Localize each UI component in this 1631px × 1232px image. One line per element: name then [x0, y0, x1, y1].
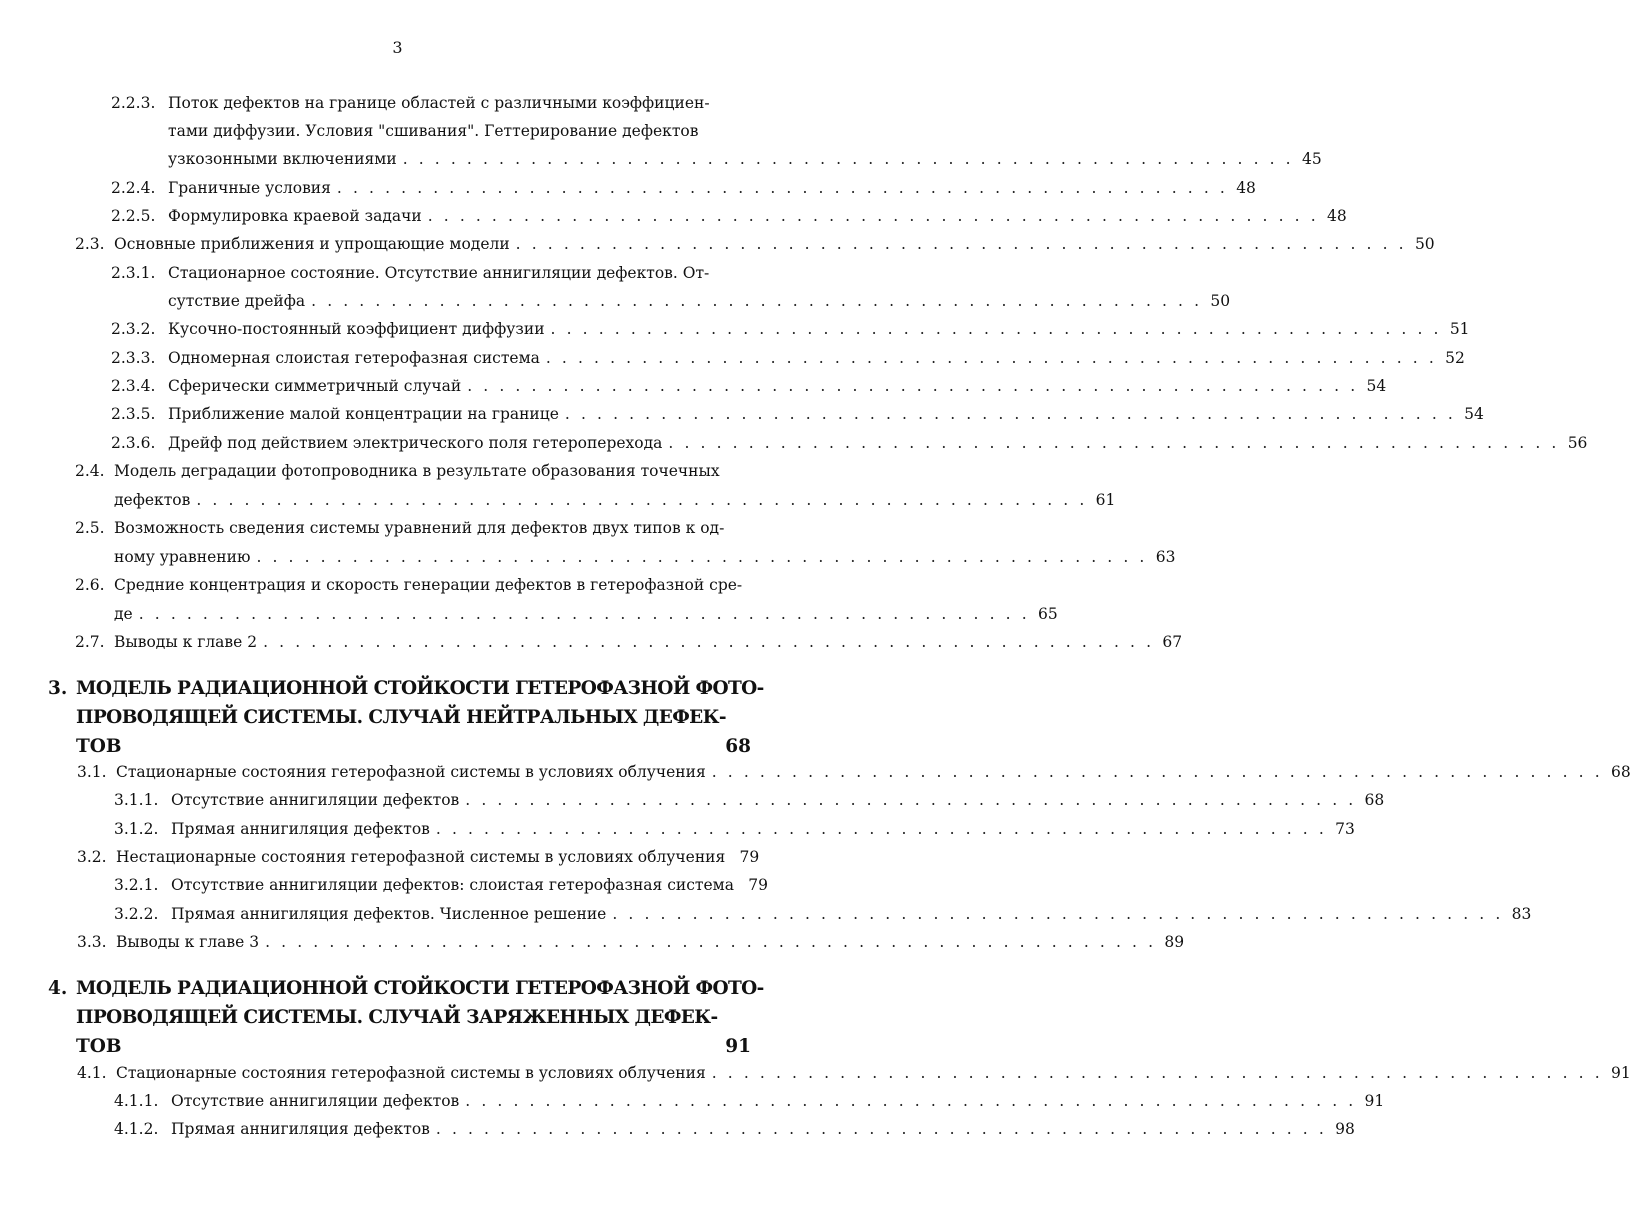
leader-dots: . . . . . . . . . . . . . . . . . . . . . . . . . . . . . . . . . . . . . . . . . . . . . . . . . . . . . . . . [711, 1064, 1603, 1082]
entry-title: Сферически симметричный случай [168, 377, 462, 395]
entry-page: 83 [1511, 905, 1532, 923]
entry-page: 61 [1095, 491, 1116, 509]
entry-title: Средние концентрация и скорость генерации дефектов в гетерофазной сре- [114, 576, 743, 594]
entry-number: 2.3.6. [111, 434, 156, 452]
entry-number: 2.3.2. [111, 320, 156, 338]
leader-dots: . . . . . . . . . . . . . . . . . . . . . . . . . . . . . . . . . . . . . . . . . . . . . . . . . . . . . . . . [196, 491, 1088, 509]
toc-entry-2-3-5[interactable] [111, 403, 1484, 425]
entry-page: 50 [1210, 292, 1231, 310]
entry-page: 91 [1364, 1092, 1385, 1110]
entry-number: 3.2.1. [114, 876, 159, 894]
toc-chapter-4[interactable] [48, 974, 764, 1061]
toc-entry-2-2-3-cont [168, 120, 751, 142]
entry-title: Нестационарные состояния гетерофазной системы в условиях облучения [116, 848, 726, 866]
entry-number: 2.3.4. [111, 377, 156, 395]
entry-number: 3.1. [77, 763, 107, 781]
entry-title: Формулировка краевой задачи [168, 207, 422, 225]
entry-number: 2.3.1. [111, 264, 156, 282]
entry-title: Прямая аннигиляция дефектов [171, 820, 430, 838]
entry-title-cont: де [114, 605, 133, 623]
chapter-title-cont: ПРОВОДЯЩЕЙ СИСТЕМЫ. СЛУЧАЙ НЕЙТРАЛЬНЫХ ДЕФЕК- [76, 707, 726, 728]
leader-dots: . . . . . . . . . . . . . . . . . . . . . . . . . . . . . . . . . . . . . . . . . . . . . . . . . . . . . . . . [545, 349, 1437, 367]
leader-dots: . . . . . . . . . . . . . . . . . . . . . . . . . . . . . . . . . . . . . . . . . . . . . . . . . . . . . . . . [402, 150, 1294, 168]
entry-title: Граничные условия [168, 179, 331, 197]
entry-number: 4.1. [77, 1064, 107, 1082]
entry-page: 50 [1414, 235, 1435, 253]
entry-page: 54 [1366, 377, 1387, 395]
entry-title: Возможность сведения системы уравнений для дефектов двух типов к од- [114, 519, 725, 537]
entry-page: 51 [1449, 320, 1470, 338]
entry-title: Одномерная слоистая гетерофазная система [168, 349, 540, 367]
entry-title: Модель деградации фотопроводника в результате образования точечных [114, 462, 720, 480]
entry-page: 65 [1037, 605, 1058, 623]
leader-dots: . . . . . . . . . . . . . . . . . . . . . . . . . . . . . . . . . . . . . . . . . . . . . . . . . . . . . . . . [435, 1120, 1327, 1138]
leader-dots: . . . . . . . . . . . . . . . . . . . . . . . . . . . . . . . . . . . . . . . . . . . . . . . . . . . . . . . . [138, 605, 1030, 623]
chapter-title-cont: ПРОВОДЯЩЕЙ СИСТЕМЫ. СЛУЧАЙ ЗАРЯЖЕННЫХ ДЕФЕК- [76, 1007, 718, 1028]
entry-number: 4.1.2. [114, 1120, 159, 1138]
toc-entry-2-5-last[interactable] [114, 546, 1176, 568]
toc-entry-4-1-1[interactable] [114, 1090, 1385, 1112]
entry-number: 3.1.1. [114, 791, 159, 809]
toc-entry-4-1-2[interactable] [114, 1118, 1355, 1140]
leader-dots: . . . . . . . . . . . . . . . . . . . . . . . . . . . . . . . . . . . . . . . . . . . . . . . . . . . . . . . . [465, 791, 1357, 809]
toc-entry-2-3-1[interactable] [111, 262, 751, 284]
toc-entry-2-3-2[interactable] [111, 318, 1470, 340]
toc-entry-3-3[interactable] [77, 931, 1185, 953]
toc-entry-2-4[interactable] [75, 460, 751, 482]
entry-title: Выводы к главе 2 [114, 633, 258, 651]
entry-page: 73 [1335, 820, 1355, 838]
entry-number: 3.2. [77, 848, 107, 866]
entry-title-cont: дефектов [114, 491, 191, 509]
entry-page: 89 [1164, 933, 1185, 951]
entry-number: 2.6. [75, 576, 105, 594]
entry-number: 3.1.2. [114, 820, 159, 838]
entry-page: 67 [1162, 633, 1183, 651]
leader-dots: . . . . . . . . . . . . . . . . . . . . . . . . . . . . . . . . . . . . . . . . . . . . . . . . . . . . . . . . [265, 933, 1157, 951]
chapter-title-cont: ТОВ [76, 736, 122, 757]
entry-title: Прямая аннигиляция дефектов [171, 1120, 430, 1138]
toc-chapter-3[interactable] [48, 674, 764, 761]
leader-dots: . . . . . . . . . . . . . . . . . . . . . . . . . . . . . . . . . . . . . . . . . . . . . . . . . . . . . . . . [256, 548, 1148, 566]
entry-title: Выводы к главе 3 [116, 933, 260, 951]
entry-title: Стационарные состояния гетерофазной системы в условиях облучения [116, 1064, 706, 1082]
entry-page: 56 [1567, 434, 1588, 452]
entry-number: 2.2.5. [111, 207, 156, 225]
entry-page: 48 [1326, 207, 1347, 225]
toc-entry-2-7[interactable] [75, 631, 1183, 653]
toc-entry-2-3-4[interactable] [111, 375, 1387, 397]
leader-dots: . . . . . . . . . . . . . . . . . . . . . . . . . . . . . . . . . . . . . . . . . . . . . . . . . . . . . . . . [711, 763, 1603, 781]
chapter-page: 68 [725, 736, 751, 757]
entry-number: 2.2.4. [111, 179, 156, 197]
entry-title: Отсутствие аннигиляции дефектов: слоистая гетерофазная система [171, 876, 734, 894]
entry-number: 3.2.2. [114, 905, 159, 923]
toc-entry-2-3-6[interactable] [111, 432, 1588, 454]
entry-number: 2.3. [75, 235, 105, 253]
toc-entry-3-1[interactable] [77, 761, 1631, 783]
toc-entry-2-3-3[interactable] [111, 347, 1465, 369]
entry-title: Поток дефектов на границе областей с различными коэффициен- [168, 94, 710, 112]
entry-title: Приближение малой концентрации на границе [168, 405, 559, 423]
entry-title: Стационарное состояние. Отсутствие аннигиляции дефектов. От- [168, 264, 710, 282]
entry-number: 2.3.5. [111, 405, 156, 423]
entry-number: 2.5. [75, 519, 105, 537]
entry-title: Кусочно-постоянный коэффициент диффузии [168, 320, 545, 338]
page-number: 3 [392, 38, 403, 57]
entry-page: 54 [1464, 405, 1484, 423]
leader-dots: . . . . . . . . . . . . . . . . . . . . . . . . . . . . . . . . . . . . . . . . . . . . . . . . . . . . . . . . [550, 320, 1442, 338]
chapter-title-cont: ТОВ [76, 1036, 122, 1057]
toc-entry-2-3[interactable] [75, 233, 1435, 255]
entry-page: 45 [1301, 150, 1322, 168]
entry-title-cont: ному уравнению [114, 548, 251, 566]
entry-title: Отсутствие аннигиляции дефектов [171, 1092, 460, 1110]
toc-entry-3-2-2[interactable] [114, 903, 1532, 925]
toc-entry-2-2-3[interactable] [111, 92, 751, 114]
toc-entry-2-6[interactable] [75, 574, 751, 596]
toc-entry-3-1-1[interactable] [114, 789, 1385, 811]
chapter-title: МОДЕЛЬ РАДИАЦИОННОЙ СТОЙКОСТИ ГЕТЕРОФАЗНОЙ ФОТО- [76, 678, 764, 699]
entry-page: 79 [739, 848, 760, 866]
chapter-number: 3. [48, 678, 68, 699]
leader-dots: . . . . . . . . . . . . . . . . . . . . . . . . . . . . . . . . . . . . . . . . . . . . . . . . . . . . . . . . [515, 235, 1407, 253]
entry-number: 2.3.3. [111, 349, 156, 367]
entry-title: Дрейф под действием электрического поля гетероперехода [168, 434, 663, 452]
entry-title-cont: тами диффузии. Условия "сшивания". Геттерирование дефектов [168, 122, 699, 140]
leader-dots: . . . . . . . . . . . . . . . . . . . . . . . . . . . . . . . . . . . . . . . . . . . . . . . . . . . . . . . . [465, 1092, 1357, 1110]
toc-entry-2-2-3-last[interactable] [168, 148, 1322, 170]
leader-dots: . . . . . . . . . . . . . . . . . . . . . . . . . . . . . . . . . . . . . . . . . . . . . . . . . . . . . . . . [612, 905, 1504, 923]
toc-entry-2-3-1-last[interactable] [168, 290, 1231, 312]
leader-dots: . . . . . . . . . . . . . . . . . . . . . . . . . . . . . . . . . . . . . . . . . . . . . . . . . . . . . . . . [467, 377, 1359, 395]
leader-dots: . . . . . . . . . . . . . . . . . . . . . . . . . . . . . . . . . . . . . . . . . . . . . . . . . . . . . . . . [263, 633, 1155, 651]
toc-entry-2-4-last[interactable] [114, 489, 1116, 511]
leader-dots: . . . . . . . . . . . . . . . . . . . . . . . . . . . . . . . . . . . . . . . . . . . . . . . . . . . . . . . . [427, 207, 1319, 225]
chapter-title: МОДЕЛЬ РАДИАЦИОННОЙ СТОЙКОСТИ ГЕТЕРОФАЗНОЙ ФОТО- [76, 978, 764, 999]
toc-entry-3-1-2[interactable] [114, 818, 1355, 840]
toc-entry-2-2-4[interactable] [111, 177, 1256, 199]
entry-number: 3.3. [77, 933, 107, 951]
entry-page: 98 [1335, 1120, 1355, 1138]
leader-dots: . . . . . . . . . . . . . . . . . . . . . . . . . . . . . . . . . . . . . . . . . . . . . . . . . . . . . . . . [336, 179, 1228, 197]
entry-title: Прямая аннигиляция дефектов. Численное решение [171, 905, 607, 923]
entry-title-cont: узкозонными включениями [168, 150, 397, 168]
entry-page: 79 [748, 876, 768, 894]
entry-number: 4.1.1. [114, 1092, 159, 1110]
entry-title: Основные приближения и упрощающие модели [114, 235, 510, 253]
chapter-page: 91 [725, 1036, 751, 1057]
leader-dots: . . . . . . . . . . . . . . . . . . . . . . . . . . . . . . . . . . . . . . . . . . . . . . . . . . . . . . . . [311, 292, 1203, 310]
entry-page: 91 [1611, 1064, 1631, 1082]
toc-entry-2-6-last[interactable] [114, 603, 1058, 625]
entry-number: 2.4. [75, 462, 105, 480]
entry-page: 48 [1236, 179, 1256, 197]
entry-number: 2.7. [75, 633, 105, 651]
entry-page: 63 [1155, 548, 1176, 566]
entry-title: Стационарные состояния гетерофазной системы в условиях облучения [116, 763, 706, 781]
leader-dots: . . . . . . . . . . . . . . . . . . . . . . . . . . . . . . . . . . . . . . . . . . . . . . . . . . . . . . . . [668, 434, 1560, 452]
entry-page: 68 [1611, 763, 1631, 781]
chapter-number: 4. [48, 978, 68, 999]
toc-entry-2-2-5[interactable] [111, 205, 1347, 227]
entry-title: Отсутствие аннигиляции дефектов [171, 791, 460, 809]
entry-title-cont: сутствие дрейфа [168, 292, 306, 310]
entry-number: 2.2.3. [111, 94, 156, 112]
entry-page: 52 [1445, 349, 1465, 367]
toc-entry-3-2-1[interactable] [114, 874, 768, 896]
toc-entry-3-2[interactable] [77, 846, 760, 868]
leader-dots: . . . . . . . . . . . . . . . . . . . . . . . . . . . . . . . . . . . . . . . . . . . . . . . . . . . . . . . . [435, 820, 1327, 838]
toc-entry-4-1[interactable] [77, 1062, 1631, 1084]
toc-entry-2-5[interactable] [75, 517, 751, 539]
leader-dots: . . . . . . . . . . . . . . . . . . . . . . . . . . . . . . . . . . . . . . . . . . . . . . . . . . . . . . . . [564, 405, 1456, 423]
entry-page: 68 [1364, 791, 1385, 809]
